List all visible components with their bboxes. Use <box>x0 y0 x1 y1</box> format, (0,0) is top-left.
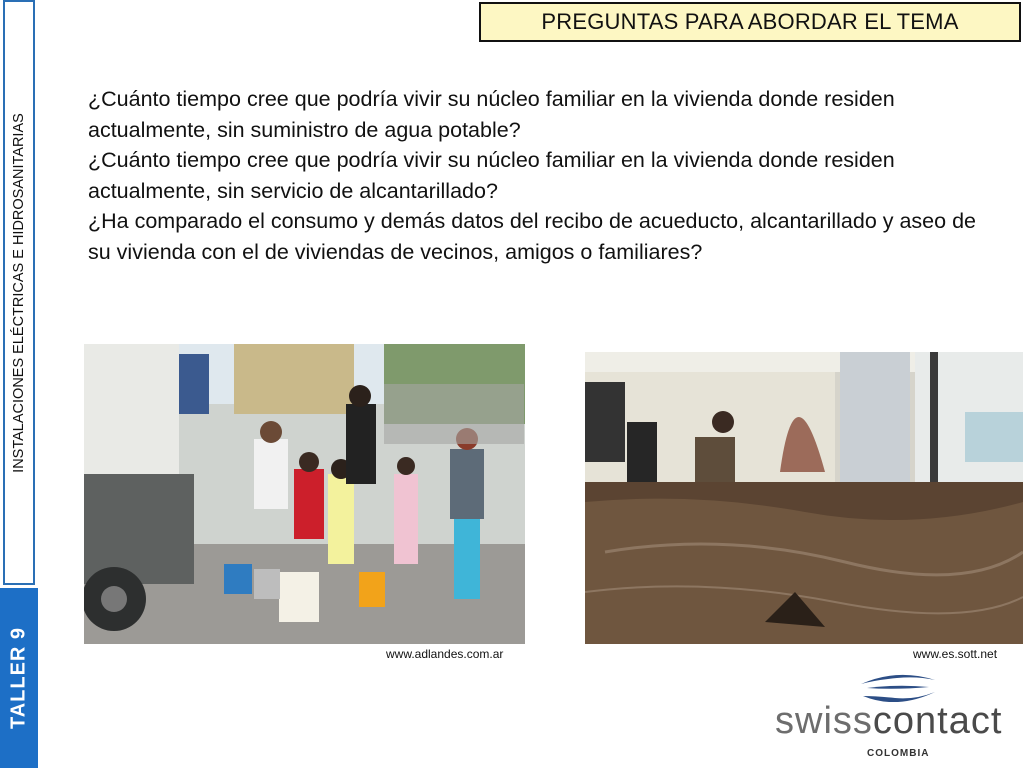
workshop-label-panel <box>0 588 38 768</box>
question-3: ¿Ha comparado el consumo y demás datos del recibo de acueducto, alcantarillado y aseo de su vivienda con el de viviendas de vecinos, amigos o familiares? <box>88 209 976 264</box>
water-queue-photo <box>84 344 525 644</box>
flooded-home-photo <box>585 352 1023 644</box>
course-title-panel <box>3 0 35 585</box>
logo-swoosh-icon <box>857 672 939 702</box>
questions-block <box>88 84 978 267</box>
flooded-home-illustration <box>585 352 1023 644</box>
course-title: INSTALACIONES ELÉCTRICAS E HIDROSANITARIAS <box>11 112 27 473</box>
water-queue-illustration <box>84 344 525 644</box>
logo-word-contact: contact <box>872 700 1003 742</box>
workshop-label: TALLER 9 <box>7 626 30 730</box>
logo-country: COLOMBIA <box>867 748 930 759</box>
left-photo-credit: www.adlandes.com.ar <box>386 647 504 661</box>
logo-wordmark <box>775 700 1002 743</box>
question-1: ¿Cuánto tiempo cree que podría vivir su núcleo familiar en la vivienda donde residen actualmente, sin suministro de agua potable? <box>88 87 895 142</box>
logo-word-swiss: swiss <box>775 700 873 742</box>
side-band <box>0 0 38 768</box>
question-2: ¿Cuánto tiempo cree que podría vivir su núcleo familiar en la vivienda donde residen actualmente, sin servicio de alcantarillado? <box>88 148 895 203</box>
slide-title-box <box>479 2 1021 42</box>
right-photo-credit: www.es.sott.net <box>913 647 998 661</box>
swisscontact-logo <box>775 672 1023 764</box>
slide-title: PREGUNTAS PARA ABORDAR EL TEMA <box>541 9 959 34</box>
